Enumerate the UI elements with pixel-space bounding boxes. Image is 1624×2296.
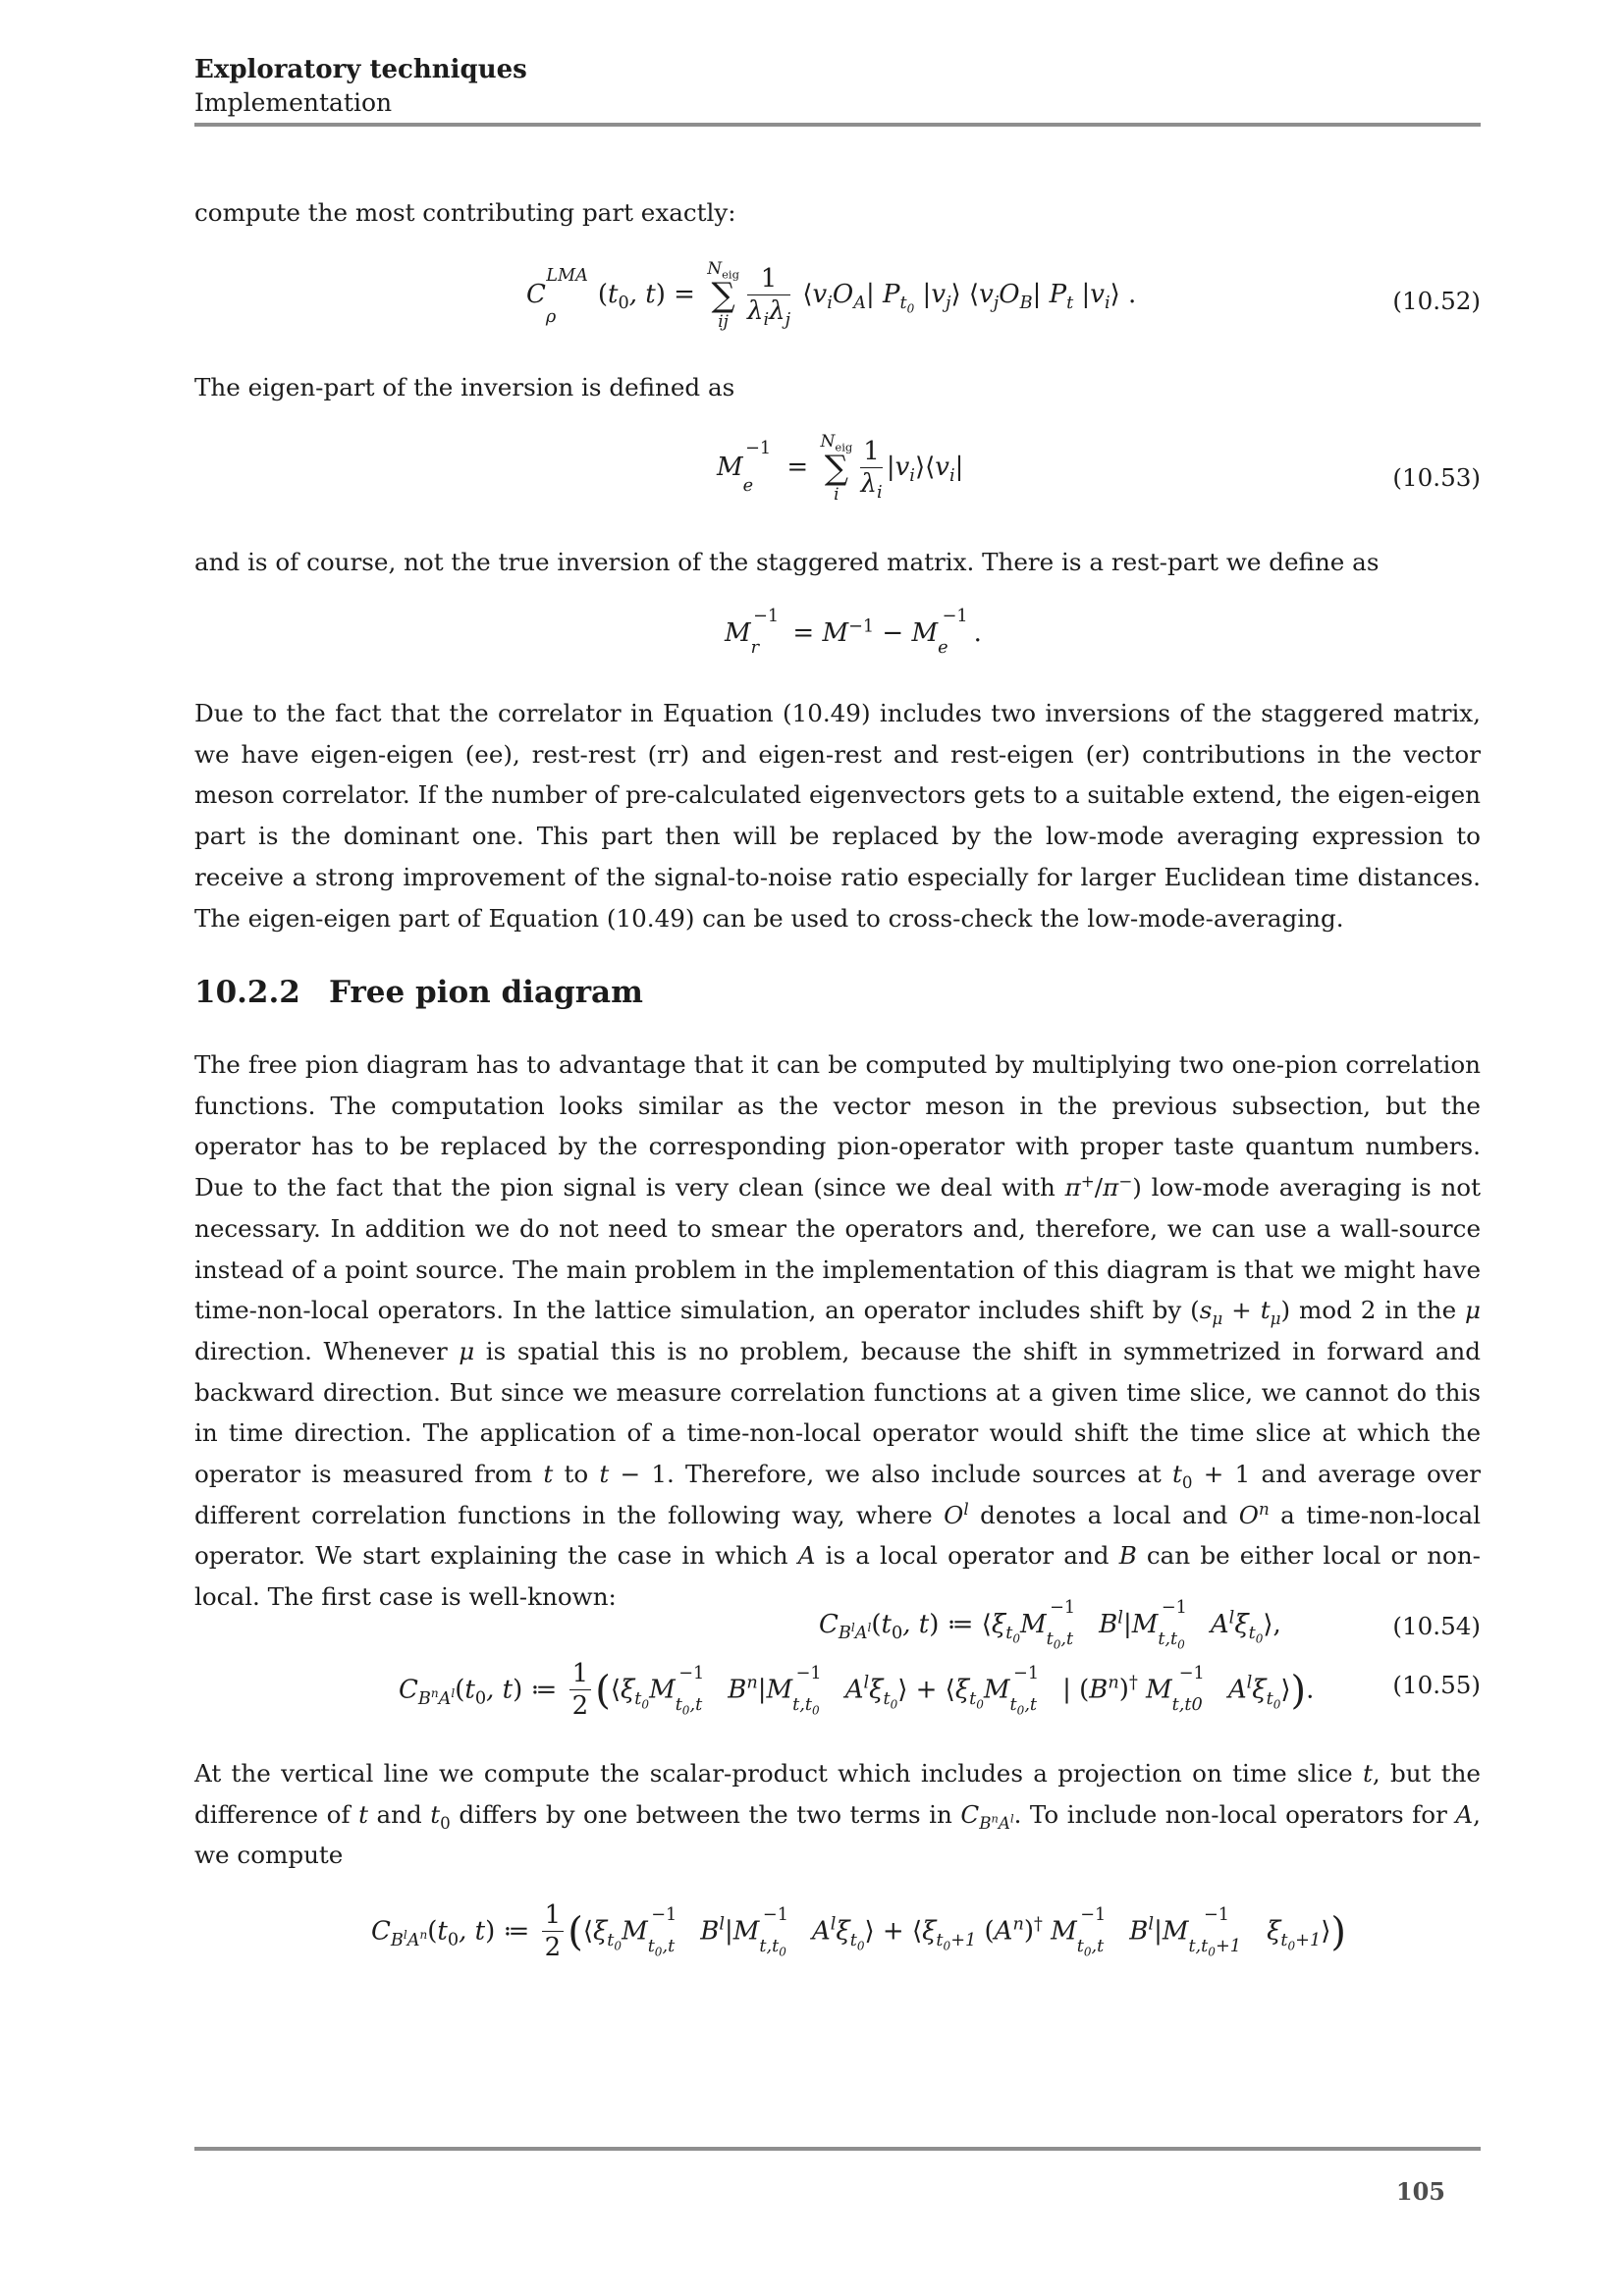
header-section-title: Implementation (194, 88, 393, 117)
section-heading-free-pion (194, 975, 643, 1010)
equation-local-local: $C_{B^lA^l}(t_0$, t) ≔ $⟨\xi_{t_0}M_{t_0,t}^{-1}B^l|M_{t,t_0}^{-1}A^l\xi_{t_0}⟩$, (819, 1598, 1281, 1652)
equation-local-nonlocal-expression: $C_{B^lA^n}(t_0$, t) ≔ $\frac{1}{2}$ ($⟨\xi_{t_0}M_{t_0,t}^{-1}B^l|M_{t,t_0}^{-1}A^l\xi_{t_0}⟩$ + $⟨\xi_{t_0+1}$ $(A^n)^\dagger$ $M_{t_0,t}^{-1}B^l|M_{t,t_0+1}^{-1}\xi_{t_0+1}⟩$) (371, 1900, 1346, 1963)
header-rule (194, 123, 1481, 127)
paragraph-rest-part: and is of course, not the true inversion of the staggered matrix. There is a rest-part we define as (194, 548, 1380, 576)
section-title: Free pion diagram (329, 975, 643, 1010)
paragraph-correlator: Due to the fact that the correlator in Equation (10.49) includes two inversions of the staggered matrix, we have eigen-eigen (ee), rest-rest (rr) and eigen-rest and rest-eigen (er) contributions in the vector meson correlator. If the number of pre-calculated eigenvectors gets to a suitable extend, the eigen-eigen part is the dominant one. This part then will be replaced by the low-mode averaging expression to receive a strong improvement of the signal-to-noise ratio especially for larger Euclidean time distances. The eigen-eigen part of Equation (10.49) can be used to cross-check the low-mode-averaging. (194, 699, 1481, 933)
page-number: 105 (1395, 2177, 1445, 2206)
equation-local-nonlocal (194, 1900, 1481, 1979)
header-chapter-title: Exploratory techniques (194, 55, 527, 84)
footer-rule (194, 2147, 1481, 2151)
equation-number: (10.53) (1392, 463, 1481, 492)
equation-eigen-inverse: $M_e^{-1}$ = $N_{eig}$ ∑ i $\frac{1}{\lambda_i}$ $|v_i⟩⟨v_i|$ (717, 432, 964, 505)
paragraph-free-pion: The free pion diagram has to advantage that it can be computed by multiplying two one-pion correlation functions. The computation looks similar as the vector meson in the previous subsection, but the operator has to be replaced by the corresponding pion-operator with proper taste quantum numbers. Due to the fact that the pion signal is very clean (since we deal with π+/π−) low-mode averaging is not necessary. In addition we do not need to smear the operators and, therefore, we can use a wall-source instead of a point source. The main problem in the implementation of this diagram is that we might have time-non-local operators. In the lattice simulation, an operator includes shift by $(s_\mu + t_\mu)$ mod 2 in the μ direction. Whenever μ is spatial this is no problem, because the shift in symmetrized in forward and backward direction. But since we measure correlation functions at a given time slice, we cannot do this in time direction. The application of a time-non-local operator would shift the time slice at which the operator is measured from t to t − 1. Therefore, we also include sources at $t_0 + 1$ and average over different correlation functions in the following way, where $O^l$ denotes a local and $O^n$ a time-non-local operator. We start explaining the case in which A is a local operator and B can be either local or non-local. The first case is well-known: (194, 1050, 1482, 1612)
paragraph-intro: compute the most contributing part exactly: (194, 198, 736, 227)
equation-lma-expression: $C_\rho^{LMA}(t_0$, t) = $N_{eig}$ ∑ ij $\frac{1}{\lambda_i\lambda_j}$ $⟨v_iO_A|$ $P_{t_0}$ $|v_j⟩$ $⟨v_jO_B|$ $P_t$ $|v_i⟩$ . (526, 259, 1137, 332)
running-header (194, 53, 1481, 120)
equation-10-53 (194, 430, 1481, 528)
equation-10-55 (194, 1659, 1481, 1728)
equation-rest-expression: $M_r^{-1} = M^{-1} - M_e^{-1}$. (725, 607, 982, 659)
equation-number: (10.52) (1392, 287, 1481, 315)
paragraph-vertical-line: At the vertical line we compute the scalar-product which includes a projection on time slice t, but the difference of t and $t_0$ differs by one between the two terms in $C_{B^nA^l}$. To include non-local operators for A, we compute (194, 1759, 1481, 1870)
equation-rest-inverse (194, 607, 1481, 667)
equation-number: (10.55) (1392, 1671, 1481, 1699)
equation-10-54 (194, 1598, 1481, 1659)
equation-number: (10.54) (1392, 1612, 1481, 1640)
section-number: 10.2.2 (194, 975, 300, 1010)
paragraph-eigen-part: The eigen-part of the inversion is defined as (194, 373, 735, 401)
equation-nonlocal-local: $C_{B^nA^l}(t_0$, t) ≔ $\frac{1}{2}$ ($⟨\xi_{t_0}M_{t_0,t}^{-1}B^n|M_{t,t_0}^{-1}A^l\xi_{t_0}⟩$ + $⟨\xi_{t_0}M_{t_0,t}^{-1}|$ $(B^n)^\dagger$ $M_{t,t0}^{-1}A^l\xi_{t_0}⟩$). (399, 1659, 1315, 1722)
equation-10-52 (194, 257, 1481, 355)
